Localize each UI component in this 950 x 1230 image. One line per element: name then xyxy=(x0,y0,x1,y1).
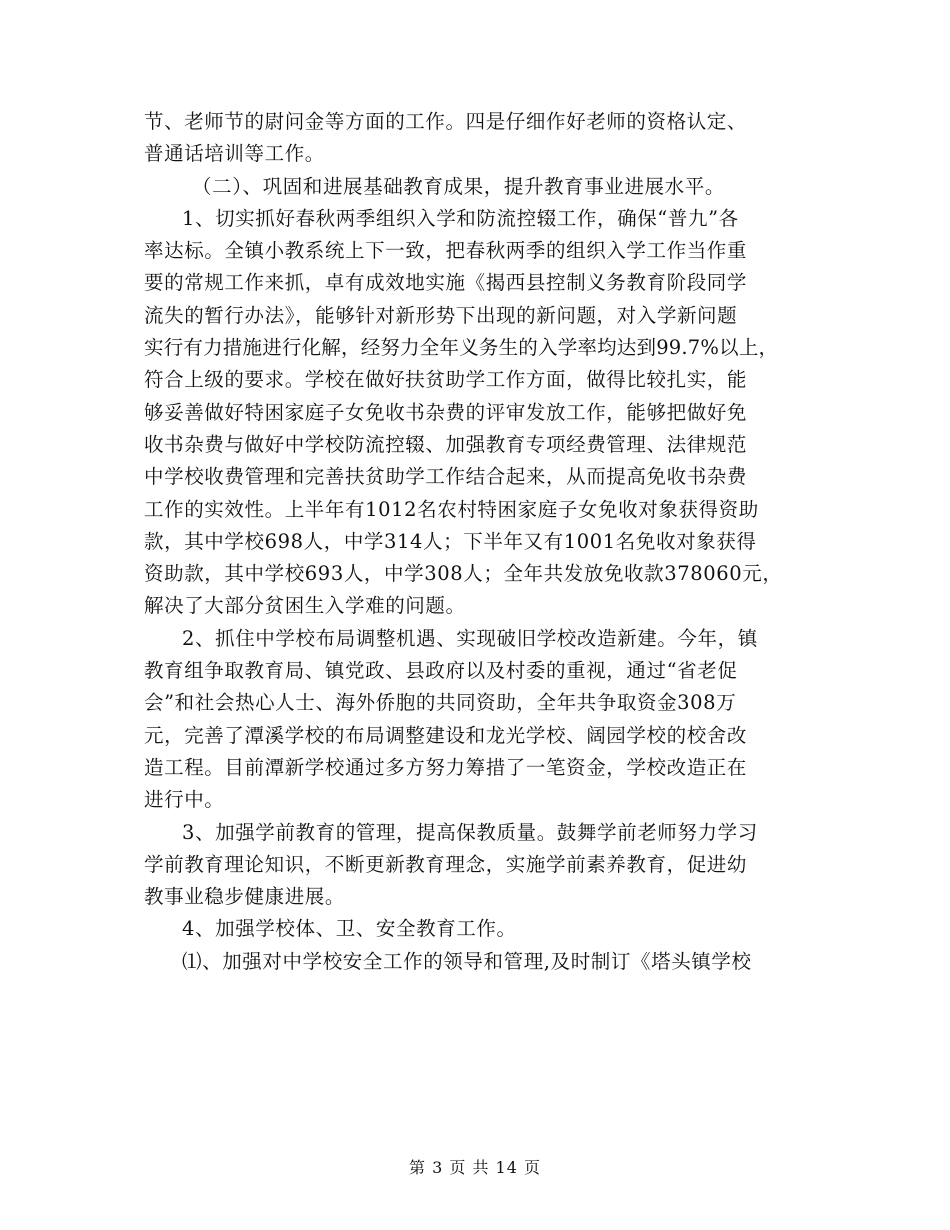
text-line: 教育组争取教育局、镇党政、县政府以及村委的重视，通过“省老促 xyxy=(144,659,738,683)
text-line: 元，完善了潭溪学校的布局调整建设和龙光学校、阔园学校的校舍改 xyxy=(144,723,748,747)
text-line: 1、切实抓好春秋两季组织入学和防流控辍工作，确保“普九”各 xyxy=(182,206,739,230)
text-line: 流失的暂行办法》，能够针对新形势下出现的新问题，对入学新问题 xyxy=(144,303,738,327)
text-line: 4、加强学校体、卫、安全教育工作。 xyxy=(182,917,517,941)
page-number-footer: 第 3 页 共 14 页 xyxy=(409,1158,541,1177)
text-line: 普通话培训等工作。 xyxy=(144,142,325,166)
text-line: 节、老师节的尉问金等方面的工作。四是仔细作好老师的资格认定、 xyxy=(144,110,748,133)
text-line: 够妥善做好特困家庭子女免收书杂费的评审发放工作，能够把做好免 xyxy=(144,400,748,424)
text-line: 会”和社会热心人士、海外侨胞的共同资助，全年共争取资金308万 xyxy=(144,691,737,715)
text-line: 学前教育理论知识，不断更新教育理念，实施学前素养教育，促进幼 xyxy=(144,852,748,876)
text-line: 收书杂费与做好中学校防流控辍、加强教育专项经费管理、法律规范 xyxy=(144,432,748,456)
text-line: 进行中。 xyxy=(144,788,225,812)
text-line: 教事业稳步健康进展。 xyxy=(144,885,346,909)
text-line: 款，其中学校698人，中学314人；下半年又有1001名免收对象获得 xyxy=(144,529,757,553)
text-line: 造工程。目前潭新学校通过多方努力筹措了一笔资金，学校改造正在 xyxy=(144,755,748,779)
text-line: 资助款，其中学校693人，中学308人；全年共发放免收款378060元， xyxy=(144,562,783,586)
text-line: 符合上级的要求。学校在做好扶贫助学工作方面，做得比较扎实，能 xyxy=(144,368,748,392)
text-line: 中学校收费管理和完善扶贫助学工作结合起来，从而提高免收书杂费 xyxy=(144,465,748,489)
text-line: 实行有力措施进行化解，经努力全年义务生的入学率均达到99.7%以上， xyxy=(144,336,779,360)
text-line: 要的常规工作来抓，卓有成效地实施《揭西县控制义务教育阶段同学 xyxy=(144,271,748,295)
text-line: 工作的实效性。上半年有1012名农村特困家庭子女免收对象获得资助 xyxy=(144,497,759,521)
text-line: ⑴、加强对中学校安全工作的领导和管理,及时制订《塔头镇学校 xyxy=(182,949,752,973)
text-line: 3、加强学前教育的管理，提高保教质量。鼓舞学前老师努力学习 xyxy=(182,820,758,844)
text-line: 解决了大部分贫困生入学难的问题。 xyxy=(144,594,466,618)
section-heading: （二）、巩固和进展基础教育成果，提升教育事业进展水平。 xyxy=(192,174,725,198)
text-line: 2、抓住中学校布局调整机遇、实现破旧学校改造新建。今年，镇 xyxy=(182,626,758,650)
document-body xyxy=(144,106,814,978)
text-line: 率达标。全镇小教系统上下一致，把春秋两季的组织入学工作当作重 xyxy=(144,239,748,263)
